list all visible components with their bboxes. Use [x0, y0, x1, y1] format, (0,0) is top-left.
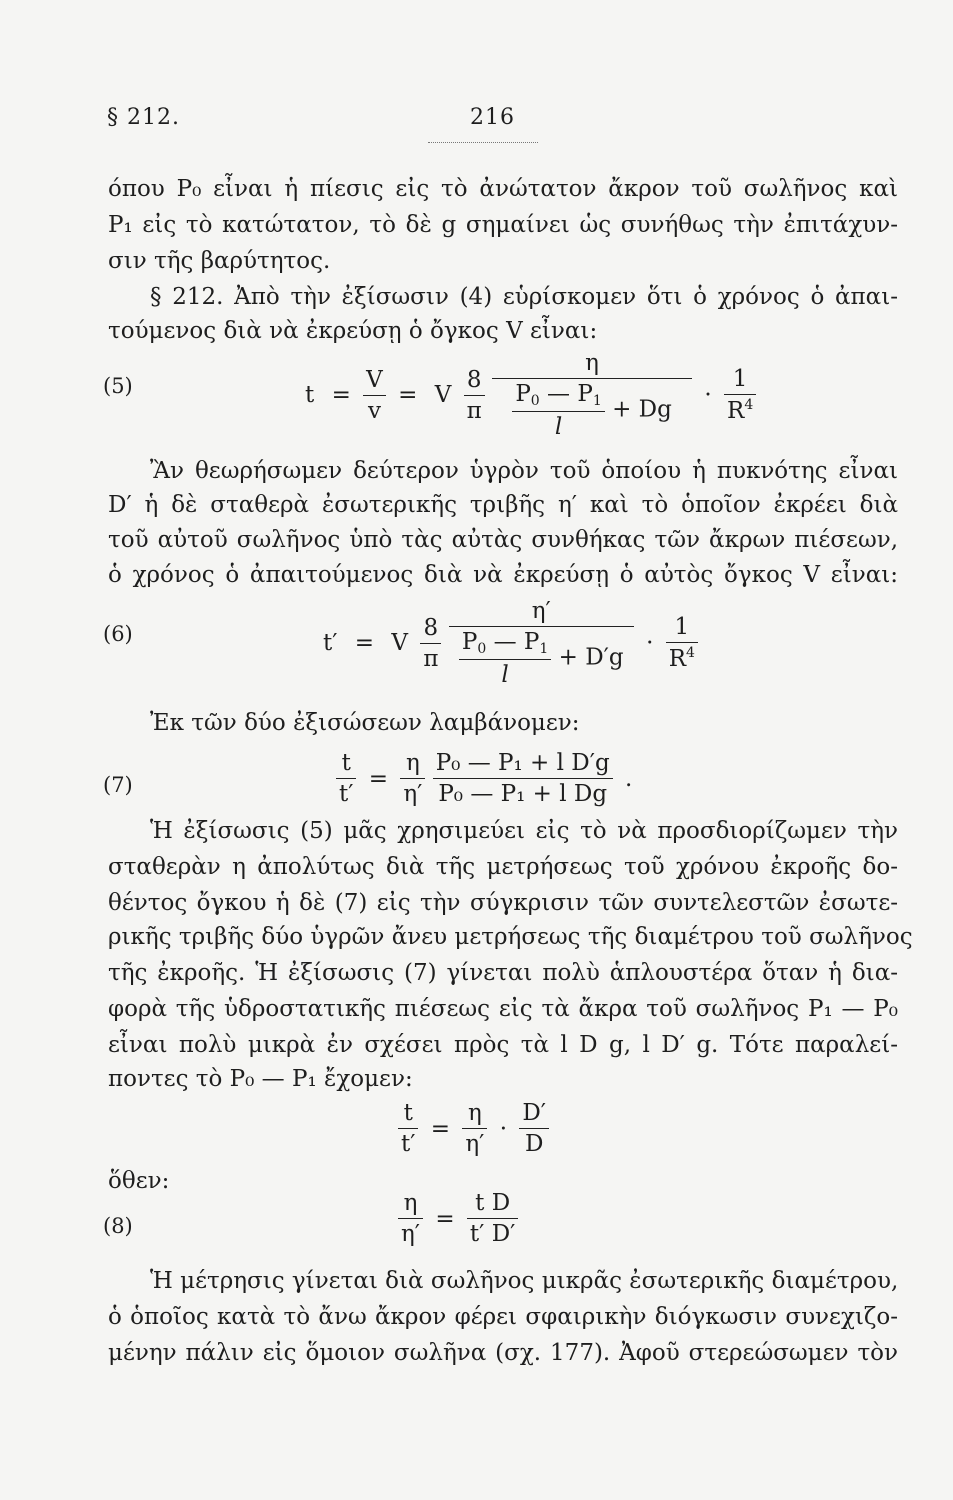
text-line: ὅθεν: — [108, 1168, 170, 1194]
header-rule — [428, 142, 538, 143]
text-line: τοῦ αὐτοῦ σωλῆνος ὑπὸ τὰς αὐτὰς συνθήκας τῶν ἄκρων πιέσεων, — [108, 527, 898, 553]
equation-7: $\frac{t}{t'}$ = $\frac{\eta}{\eta'}$ $\frac{\text{P₀ — P₁ + l D′g}}{\text{P₀ — P₁ + l Dg}}$ . — [336, 750, 637, 807]
equation-6: t′ = V $\frac{8}{\pi}$ η′ $\frac{P_0 — P_1}{l}$ + D′g · $\frac{1}{R^4}$ — [318, 598, 698, 688]
text-line: Ἂν θεωρήσωμεν δεύτερον ὑγρὸν τοῦ ὁποίου ἡ πυκνότης εἶναι — [150, 458, 898, 484]
text-line: ρικῆς τριβῆς δύο ὑγρῶν ἄνευ μετρήσεως τῆς διαμέτρου τοῦ σωλῆνος — [108, 924, 913, 950]
text-line: ὁ χρόνος ὁ ἀπαιτούμενος διὰ νὰ ἐκρεύσῃ ὁ αὐτὸς ὄγκος V εἶναι: — [108, 562, 898, 588]
text-line: τούμενος διὰ νὰ ἐκρεύσῃ ὁ ὄγκος V εἶναι: — [108, 318, 598, 344]
text-line: ὁ ὁποῖος κατὰ τὸ ἄνω ἄκρον φέρει σφαιρικὴν διόγκωσιν συνεχιζο- — [108, 1304, 898, 1330]
text-line: P₁ εἰς τὸ κατώτατον, τὸ δὲ g σημαίνει ὡς συνήθως τὴν ἐπιτάχυν- — [108, 212, 898, 238]
text-line: φορὰ τῆς ὑδροστατικῆς πιέσεως εἰς τὰ ἄκρα τοῦ σωλῆνος P₁ — P₀ — [108, 996, 898, 1022]
text-line: ποντες τὸ P₀ — P₁ ἔχομεν: — [108, 1066, 413, 1092]
text-line: όπου P₀ εἶναι ἡ πίεσις εἰς τὸ ἀνώτατον ἄκρον τοῦ σωλῆνος καὶ — [108, 176, 898, 202]
text-line: μένην πάλιν εἰς ὅμοιον σωλῆνα (σχ. 177). Ἀφοῦ στερεώσωμεν τὸν — [108, 1340, 898, 1366]
text-line: Ἡ μέτρησις γίνεται διὰ σωλῆνος μικρᾶς ἐσωτερικῆς διαμέτρου, — [150, 1268, 899, 1294]
text-line: εἶναι πολὺ μικρὰ ἐν σχέσει πρὸς τὰ l D g, l D′ g. Τότε παραλεί- — [108, 1032, 898, 1058]
equation-5: t = $\frac{V}{v}$ = V $\frac{8}{\pi}$ η $\frac{P_0 — P_1}{l}$ + Dg · $\frac{1}{R^4}$ — [300, 350, 756, 440]
text-line: σιν τῆς βαρύτητος. — [108, 248, 331, 274]
text-line: Ἐκ τῶν δύο ἐξισώσεων λαμβάνομεν: — [150, 710, 580, 736]
equation-label: (6) — [103, 622, 133, 646]
text-line: τῆς ἐκροῆς. Ἡ ἐξίσωσις (7) γίνεται πολὺ ἁπλουστέρα ὅταν ἡ δια- — [108, 960, 898, 986]
text-line: D′ ἡ δὲ σταθερὰ ἐσωτερικῆς τριβῆς η′ καὶ τὸ ὁποῖον ἐκρέει διὰ — [108, 492, 898, 518]
page-number: 216 — [470, 105, 515, 130]
section-header: § 212. — [107, 105, 180, 130]
text-line: Ἡ ἐξίσωσις (5) μᾶς χρησιμεύει εἰς τὸ νὰ προσδιορίζωμεν τὴν — [150, 818, 898, 844]
equation-8: $\frac{\eta}{\eta'}$ = $\frac{\text{t D}}{t' D'}$ — [398, 1190, 518, 1247]
equation-label: (8) — [103, 1214, 133, 1238]
equation-label: (7) — [103, 773, 133, 797]
text-line: § 212. Ἀπὸ τὴν ἐξίσωσιν (4) εὑρίσκομεν ὅτι ὁ χρόνος ὁ ἀπαι- — [150, 284, 898, 310]
equation-ratio: $\frac{t}{t'}$ = $\frac{\eta}{\eta'}$ · $\frac{D'}{D}$ — [398, 1100, 549, 1157]
text-line: σταθερὰν η ἀπολύτως διὰ τῆς μετρήσεως τοῦ χρόνου ἐκροῆς δο- — [108, 854, 898, 880]
equation-label: (5) — [103, 374, 133, 398]
text-line: θέντος ὄγκου ἡ δὲ (7) εἰς τὴν σύγκρισιν τῶν συντελεστῶν ἐσωτε- — [108, 890, 898, 916]
